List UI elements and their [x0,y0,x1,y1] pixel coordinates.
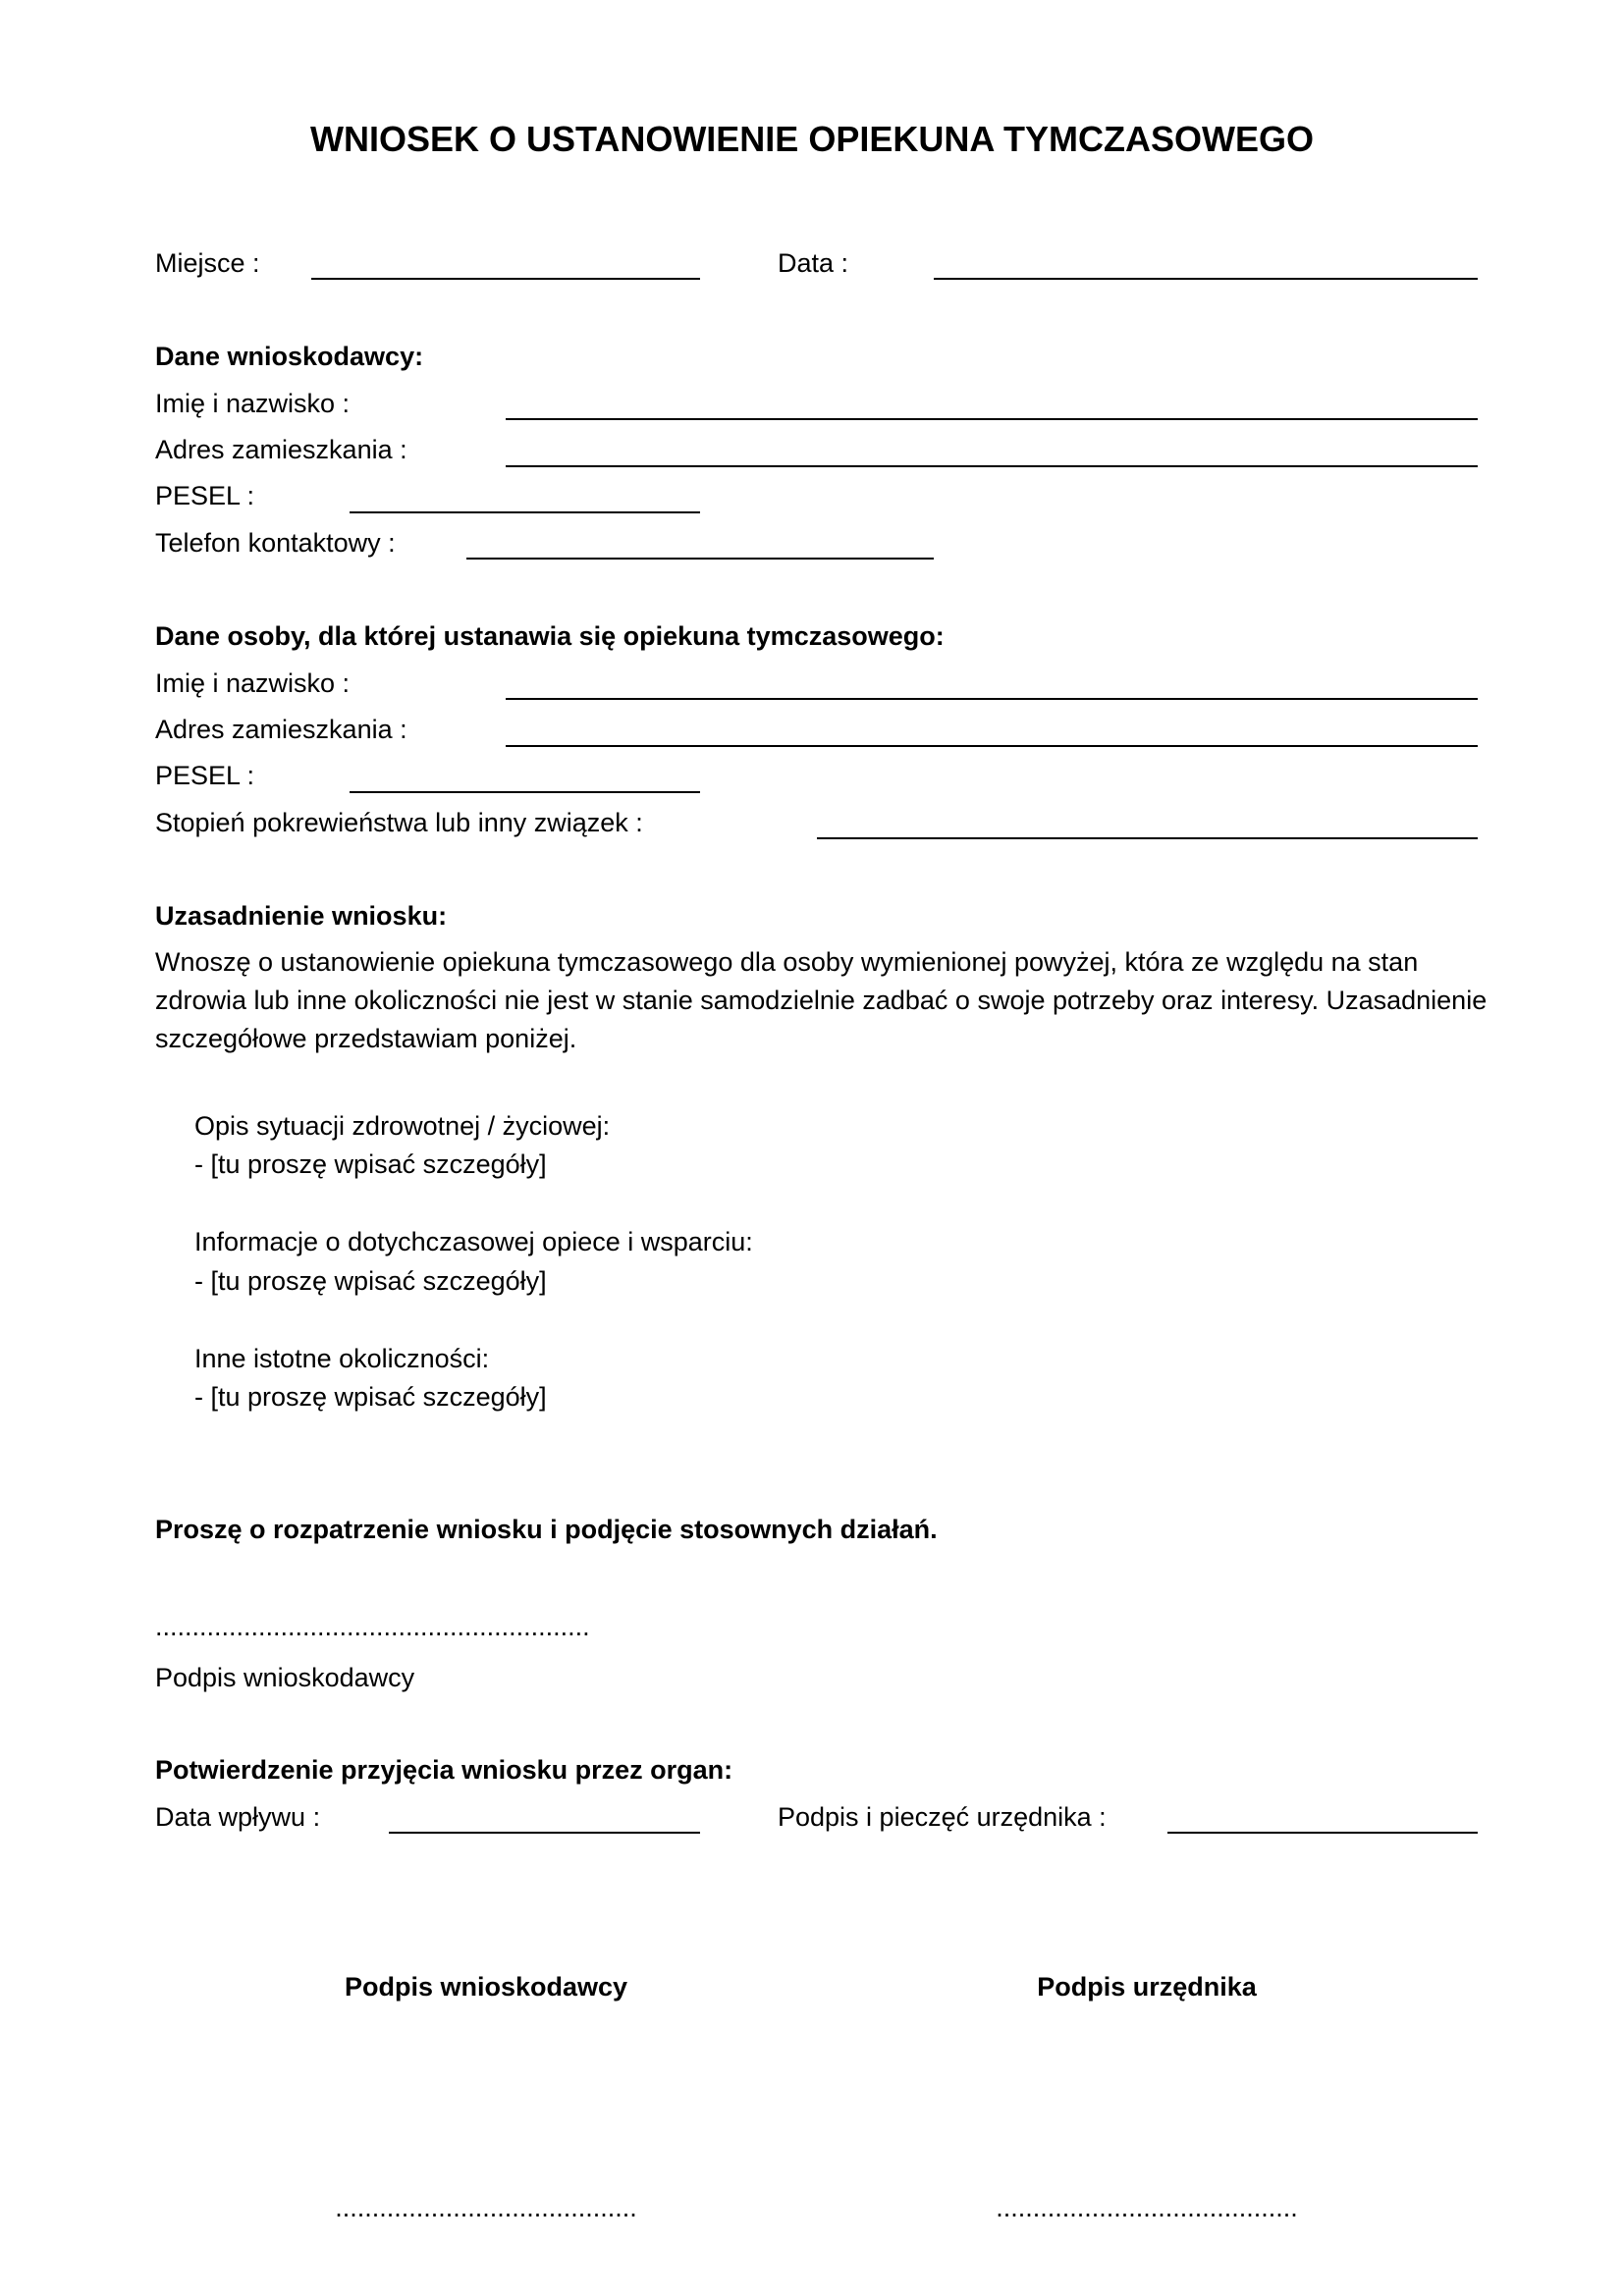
section-other-detail: - [tu proszę wpisać szczegóły] [194,1382,547,1412]
applicant-signature-dots[interactable]: ......................................... [335,2193,637,2222]
place-field-line[interactable] [311,278,700,280]
applicant-heading: Dane wnioskodawcy: [155,342,424,371]
ward-name-label: Imię i nazwisko : [155,668,351,698]
justification-body: Wnoszę o ustanowienie opiekuna tymczasowego dla osoby wymienionej powyżej, która ze względu na stan zdrowia lub inne okoliczności nie jest w stanie samodzielnie zadbać o swoje potrzeby oraz interesy. Uzasadnienie szczegółowe przedstawiam poniżej. [155,947,1488,1053]
applicant-name-line[interactable] [506,418,1478,420]
section-care-title: Informacje o dotychczasowej opiece i wsparciu: [194,1227,753,1256]
ward-name-line[interactable] [506,698,1478,700]
received-date-label: Data wpływu : [155,1802,321,1832]
ward-address-label: Adres zamieszkania : [155,715,407,744]
ward-relation-label: Stopień pokrewieństwa lub inny związek : [155,808,643,837]
ward-pesel-line[interactable] [350,791,700,793]
applicant-pesel-line[interactable] [350,511,700,513]
official-stamp-label: Podpis i pieczęć urzędnika : [778,1802,1107,1832]
applicant-signature-heading: Podpis wnioskodawcy [344,1972,628,2002]
section-health-detail: - [tu proszę wpisać szczegóły] [194,1149,547,1179]
closing-request: Proszę o rozpatrzenie wniosku i podjęcie stosownych działań. [155,1515,938,1544]
applicant-address-line[interactable] [506,465,1478,467]
section-other-title: Inne istotne okoliczności: [194,1344,490,1373]
section-care-detail: - [tu proszę wpisać szczegóły] [194,1266,547,1296]
closing-signature-dots[interactable]: ........................................................... [155,1612,590,1641]
closing-signature-label: Podpis wnioskodawcy [155,1663,415,1692]
applicant-name-label: Imię i nazwisko : [155,389,351,418]
ward-heading: Dane osoby, dla której ustanawia się opiekuna tymczasowego: [155,621,945,651]
applicant-phone-line[interactable] [466,558,934,560]
received-date-line[interactable] [389,1832,700,1834]
justification-heading: Uzasadnienie wniosku: [155,901,448,931]
applicant-address-label: Adres zamieszkania : [155,435,407,464]
ward-pesel-label: PESEL : [155,761,255,790]
applicant-phone-label: Telefon kontaktowy : [155,528,396,558]
date-label: Data : [778,248,849,278]
ward-relation-line[interactable] [817,837,1478,839]
date-field-line[interactable] [934,278,1478,280]
applicant-pesel-label: PESEL : [155,481,255,510]
place-label: Miejsce : [155,248,260,278]
ward-address-line[interactable] [506,745,1478,747]
confirmation-heading: Potwierdzenie przyjęcia wniosku przez organ: [155,1755,733,1785]
official-signature-dots[interactable]: ......................................... [996,2193,1298,2222]
section-health-title: Opis sytuacji zdrowotnej / życiowej: [194,1111,611,1141]
official-stamp-line[interactable] [1167,1832,1478,1834]
official-signature-heading: Podpis urzędnika [1037,1972,1257,2002]
document-title: WNIOSEK O USTANOWIENIE OPIEKUNA TYMCZASOWEGO [309,119,1314,159]
